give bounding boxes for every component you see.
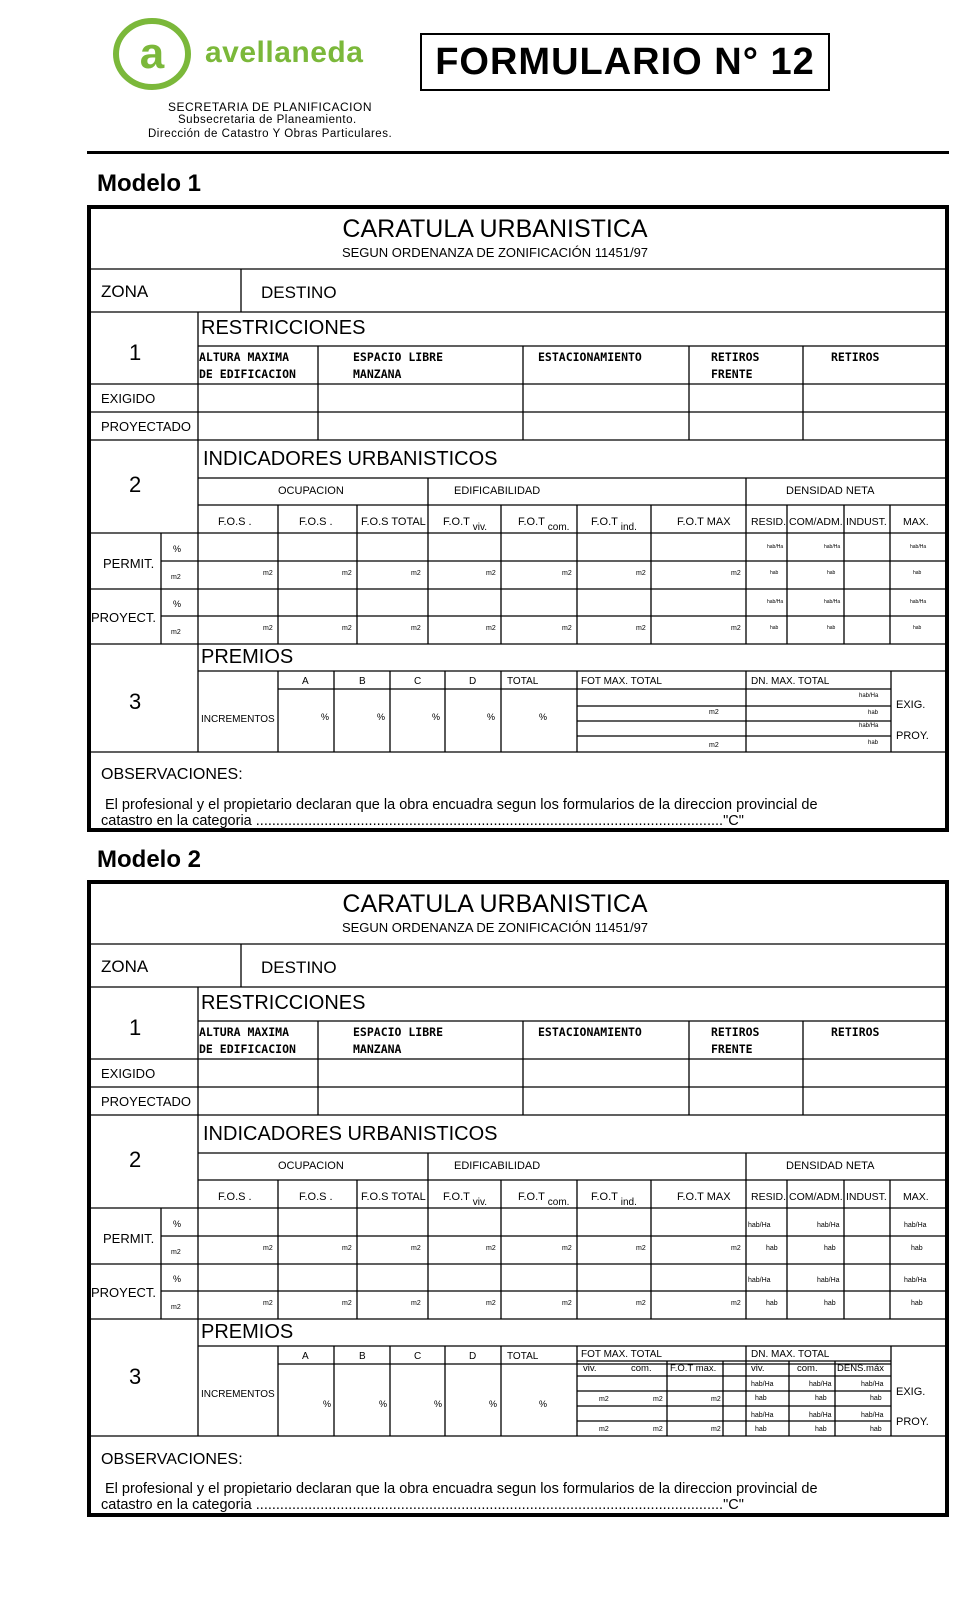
m2-unit: m2	[263, 570, 273, 577]
habha-unit: hab/Ha	[861, 1381, 884, 1388]
m2-unit: m2	[342, 625, 352, 632]
section-3-number: 3	[129, 689, 142, 714]
brand-name: avellaneda	[205, 36, 364, 69]
col-comadm: COM/ADM.	[789, 1191, 843, 1203]
hab-unit: hab	[868, 710, 879, 716]
indicadores-title: INDICADORES URBANISTICOS	[203, 1123, 498, 1145]
col-fot-max: F.O.T MAX	[677, 1191, 731, 1203]
incrementos-label: INCREMENTOS	[201, 714, 275, 725]
habha-unit: hab/Ha	[748, 1222, 771, 1229]
proy-label: PROY.	[896, 1416, 929, 1428]
habha-unit: hab/Ha	[859, 723, 879, 729]
m2-unit: m2	[636, 625, 646, 632]
sub-com: com.	[631, 1363, 652, 1374]
dept-line-1: SECRETARIA DE PLANIFICACION	[168, 100, 372, 114]
edificabilidad-label: EDIFICABILIDAD	[454, 1160, 541, 1172]
proyect-pct: %	[173, 599, 182, 609]
m2-unit: m2	[599, 1426, 609, 1433]
m2-unit: m2	[263, 625, 273, 632]
premios-title: PREMIOS	[201, 1321, 294, 1343]
exig-label: EXIG.	[896, 699, 926, 711]
permit-label: PERMIT.	[103, 556, 155, 571]
form-number: FORMULARIO N° 12	[435, 40, 815, 83]
permit-m2: m2	[171, 1249, 181, 1256]
m2-unit: m2	[486, 570, 496, 577]
m2-unit: m2	[653, 1426, 663, 1433]
pct-c: %	[434, 1399, 443, 1409]
m2-unit: m2	[711, 1426, 721, 1433]
col-estacionamiento: ESTACIONAMIENTO	[538, 350, 642, 364]
dept-line-2: Subsecretaria de Planeamiento.	[178, 114, 357, 126]
observaciones-label: OBSERVACIONES:	[101, 1451, 243, 1468]
m2-unit: m2	[731, 570, 741, 577]
m2-unit: m2	[709, 742, 719, 749]
habha-unit: hab/Ha	[748, 1277, 771, 1284]
proyect-label: PROYECT.	[91, 1285, 157, 1300]
m2-unit: m2	[411, 570, 421, 577]
col-altura-1: ALTURA MAXIMA	[199, 1025, 290, 1039]
sub-viv-dn: viv.	[751, 1363, 765, 1374]
pct-a: %	[323, 1399, 332, 1409]
form-title: CARATULA URBANISTICA	[342, 890, 648, 918]
col-retiros: RETIROS	[831, 1025, 880, 1039]
form-title: CARATULA URBANISTICA	[342, 215, 648, 243]
incrementos-label: INCREMENTOS	[201, 1389, 275, 1400]
hab-unit: hab	[755, 1426, 767, 1433]
col-fot-ind: F.O.T ind.	[591, 1191, 637, 1208]
hab-unit: hab	[755, 1395, 767, 1402]
col-retiros-frente-1: RETIROS	[711, 350, 760, 364]
habha-unit: hab/Ha	[904, 1222, 927, 1229]
proyect-m2: m2	[171, 629, 181, 636]
habha-unit: hab/Ha	[861, 1412, 884, 1419]
habha-unit: hab/Ha	[751, 1412, 774, 1419]
m2-unit: m2	[636, 1245, 646, 1252]
svg-text:a: a	[139, 29, 165, 78]
habha-unit: hab/Ha	[817, 1222, 840, 1229]
m2-unit: m2	[731, 625, 741, 632]
hab-unit: hab	[770, 625, 779, 631]
section-2-number: 2	[129, 1147, 142, 1172]
m2-unit: m2	[562, 570, 572, 577]
hab-unit: hab	[911, 1245, 923, 1252]
declaration-line-1: El profesional y el propietario declaran que la obra encuadra segun los formularios de la direccion provincial de	[105, 797, 818, 813]
habha-unit: hab/Ha	[751, 1381, 774, 1388]
m2-unit: m2	[342, 1300, 352, 1307]
hab-unit: hab	[824, 1300, 836, 1307]
col-fot-max-total: FOT MAX. TOTAL	[581, 1349, 662, 1360]
sub-fot-max: F.O.T max.	[670, 1363, 717, 1374]
pct-total: %	[539, 1399, 548, 1409]
pct-a: %	[321, 712, 330, 722]
pct-d: %	[487, 712, 496, 722]
model-1-form	[87, 205, 949, 832]
col-d: D	[469, 1351, 477, 1362]
col-indust: INDUST.	[846, 1191, 887, 1203]
habha-unit: hab/Ha	[809, 1412, 832, 1419]
sub-com-dn: com.	[797, 1363, 818, 1374]
col-c: C	[414, 676, 422, 687]
m2-unit: m2	[636, 1300, 646, 1307]
exigido-label: EXIGIDO	[101, 391, 156, 406]
col-fos-2: F.O.S .	[299, 1191, 333, 1203]
col-retiros: RETIROS	[831, 350, 880, 364]
exigido-label: EXIGIDO	[101, 1066, 156, 1081]
hab-unit: hab	[815, 1426, 827, 1433]
proyectado-label: PROYECTADO	[101, 419, 192, 434]
avellaneda-logo-icon	[112, 18, 192, 90]
col-dn-max-total: DN. MAX. TOTAL	[751, 676, 830, 687]
habha-unit: hab/Ha	[859, 693, 879, 699]
col-altura-2: DE EDIFICACION	[199, 1042, 296, 1056]
habha-unit: hab/Ha	[824, 599, 841, 605]
m2-unit: m2	[486, 1300, 496, 1307]
model-1-title: Modelo 1	[97, 170, 202, 197]
pct-b: %	[377, 712, 386, 722]
col-espacio-1: ESPACIO LIBRE	[353, 1025, 444, 1039]
col-fot-max-total: FOT MAX. TOTAL	[581, 676, 662, 687]
col-b: B	[359, 1351, 366, 1362]
col-c: C	[414, 1351, 422, 1362]
hab-unit: hab	[766, 1300, 778, 1307]
col-fos-total: F.O.S TOTAL	[361, 516, 426, 528]
edificabilidad-label: EDIFICABILIDAD	[454, 485, 541, 497]
m2-unit: m2	[562, 625, 572, 632]
proy-label: PROY.	[896, 730, 929, 742]
m2-unit: m2	[411, 1300, 421, 1307]
m2-unit: m2	[562, 1300, 572, 1307]
col-retiros-frente-2: FRENTE	[711, 1042, 753, 1056]
model-2-form	[87, 880, 949, 1517]
destino-label: DESTINO	[261, 958, 337, 977]
col-max: MAX.	[903, 1191, 929, 1203]
zona-label: ZONA	[101, 282, 149, 301]
col-fot-ind: F.O.T ind.	[591, 516, 637, 533]
col-fot-com: F.O.T com.	[518, 516, 570, 533]
col-altura-1: ALTURA MAXIMA	[199, 350, 290, 364]
form-subtitle: SEGUN ORDENANZA DE ZONIFICACIÓN 11451/97	[341, 920, 649, 935]
habha-unit: hab/Ha	[824, 544, 841, 550]
pct-d: %	[489, 1399, 498, 1409]
hab-unit: hab	[911, 1300, 923, 1307]
col-max: MAX.	[903, 516, 929, 528]
m2-unit: m2	[731, 1245, 741, 1252]
col-fos-total: F.O.S TOTAL	[361, 1191, 426, 1203]
m2-unit: m2	[636, 570, 646, 577]
restricciones-title: RESTRICCIONES	[201, 317, 366, 339]
pct-b: %	[379, 1399, 388, 1409]
col-indust: INDUST.	[846, 516, 887, 528]
hab-unit: hab	[913, 625, 922, 631]
m2-unit: m2	[263, 1300, 273, 1307]
dept-line-3: Dirección de Catastro Y Obras Particulares.	[148, 128, 393, 140]
m2-unit: m2	[342, 1245, 352, 1252]
section-2-number: 2	[129, 472, 142, 497]
declaration-line-2: catastro en la categoria ...................................................................................................................."C"	[101, 1497, 744, 1513]
col-estacionamiento: ESTACIONAMIENTO	[538, 1025, 642, 1039]
declaration-line-1: El profesional y el propietario declaran que la obra encuadra segun los formularios de la direccion provincial de	[105, 1481, 818, 1497]
form-number-box	[420, 33, 830, 91]
ocupacion-label: OCUPACION	[278, 1160, 344, 1172]
hab-unit: hab	[868, 740, 879, 746]
col-dn-max-total: DN. MAX. TOTAL	[751, 1349, 830, 1360]
col-total: TOTAL	[507, 1351, 539, 1362]
col-resid: RESID.	[751, 516, 787, 528]
hab-unit: hab	[766, 1245, 778, 1252]
permit-m2: m2	[171, 574, 181, 581]
indicadores-title: INDICADORES URBANISTICOS	[203, 448, 498, 470]
hab-unit: hab	[870, 1426, 882, 1433]
m2-unit: m2	[653, 1396, 663, 1403]
densidad-neta-label: DENSIDAD NETA	[786, 485, 875, 497]
form-subtitle: SEGUN ORDENANZA DE ZONIFICACIÓN 11451/97	[341, 245, 649, 260]
permit-pct: %	[173, 1219, 182, 1229]
col-espacio-1: ESPACIO LIBRE	[353, 350, 444, 364]
observaciones-label: OBSERVACIONES:	[101, 766, 243, 783]
m2-unit: m2	[263, 1245, 273, 1252]
proyect-m2: m2	[171, 1304, 181, 1311]
col-fot-com: F.O.T com.	[518, 1191, 570, 1208]
habha-unit: hab/Ha	[910, 599, 927, 605]
permit-pct: %	[173, 544, 182, 554]
pct-total: %	[539, 712, 548, 722]
m2-unit: m2	[486, 1245, 496, 1252]
col-fot-max: F.O.T MAX	[677, 516, 731, 528]
declaration-line-2: catastro en la categoria ...................................................................................................................."C"	[101, 813, 744, 829]
m2-unit: m2	[486, 625, 496, 632]
densidad-neta-label: DENSIDAD NETA	[786, 1160, 875, 1172]
proyect-pct: %	[173, 1274, 182, 1284]
m2-unit: m2	[599, 1396, 609, 1403]
col-retiros-frente-2: FRENTE	[711, 367, 753, 381]
habha-unit: hab/Ha	[817, 1277, 840, 1284]
exig-label: EXIG.	[896, 1386, 926, 1398]
ocupacion-label: OCUPACION	[278, 485, 344, 497]
habha-unit: hab/Ha	[809, 1381, 832, 1388]
hab-unit: hab	[870, 1395, 882, 1402]
col-altura-2: DE EDIFICACION	[199, 367, 296, 381]
habha-unit: hab/Ha	[767, 544, 784, 550]
zona-label: ZONA	[101, 957, 149, 976]
m2-unit: m2	[562, 1245, 572, 1252]
col-fos-1: F.O.S .	[218, 516, 252, 528]
m2-unit: m2	[411, 625, 421, 632]
section-1-number: 1	[129, 1015, 142, 1040]
proyectado-label: PROYECTADO	[101, 1094, 192, 1109]
header-divider	[87, 151, 949, 154]
col-retiros-frente-1: RETIROS	[711, 1025, 760, 1039]
pct-c: %	[432, 712, 441, 722]
hab-unit: hab	[827, 570, 836, 576]
destino-label: DESTINO	[261, 283, 337, 302]
col-fot-viv: F.O.T viv.	[443, 516, 488, 533]
premios-title: PREMIOS	[201, 646, 294, 668]
m2-unit: m2	[711, 1396, 721, 1403]
proyect-label: PROYECT.	[91, 610, 157, 625]
col-a: A	[302, 676, 309, 687]
habha-unit: hab/Ha	[910, 544, 927, 550]
col-total: TOTAL	[507, 676, 539, 687]
col-b: B	[359, 676, 366, 687]
permit-label: PERMIT.	[103, 1231, 155, 1246]
restricciones-title: RESTRICCIONES	[201, 992, 366, 1014]
col-fos-2: F.O.S .	[299, 516, 333, 528]
col-d: D	[469, 676, 477, 687]
col-espacio-2: MANZANA	[353, 367, 402, 381]
hab-unit: hab	[770, 570, 779, 576]
hab-unit: hab	[815, 1395, 827, 1402]
sub-dens-max: DENS.máx	[837, 1363, 884, 1374]
m2-unit: m2	[411, 1245, 421, 1252]
col-fot-viv: F.O.T viv.	[443, 1191, 488, 1208]
m2-unit: m2	[342, 570, 352, 577]
col-comadm: COM/ADM.	[789, 516, 843, 528]
habha-unit: hab/Ha	[904, 1277, 927, 1284]
col-espacio-2: MANZANA	[353, 1042, 402, 1056]
hab-unit: hab	[913, 570, 922, 576]
sub-viv: viv.	[583, 1363, 597, 1374]
m2-unit: m2	[709, 709, 719, 716]
m2-unit: m2	[731, 1300, 741, 1307]
hab-unit: hab	[824, 1245, 836, 1252]
col-fos-1: F.O.S .	[218, 1191, 252, 1203]
section-3-number: 3	[129, 1364, 142, 1389]
col-resid: RESID.	[751, 1191, 787, 1203]
model-2-title: Modelo 2	[97, 846, 202, 873]
section-1-number: 1	[129, 340, 142, 365]
hab-unit: hab	[827, 625, 836, 631]
habha-unit: hab/Ha	[767, 599, 784, 605]
col-a: A	[302, 1351, 309, 1362]
